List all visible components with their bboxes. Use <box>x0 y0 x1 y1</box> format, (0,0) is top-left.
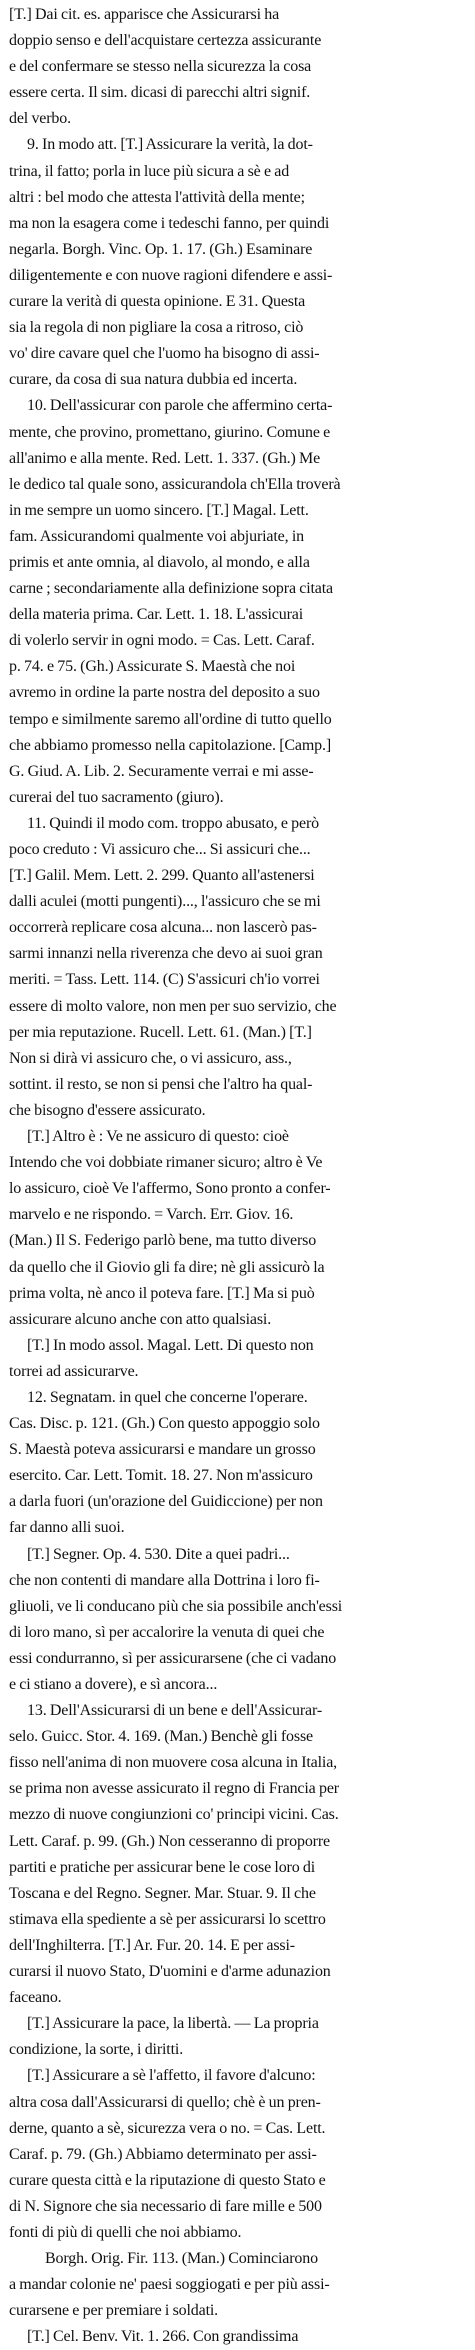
text-line: esercito. Car. Lett. Tomit. 18. 27. Non m'assicuro <box>9 1467 313 1485</box>
text-line: 9. In modo att. [T.] Assicurare la verità, la dot- <box>27 136 313 154</box>
text-line: 12. Segnatam. in quel che concerne l'operare. <box>27 1388 308 1406</box>
text-line: essere certa. Il sim. dicasi di parecchi altri signif. <box>9 84 311 102</box>
text-line: [T.] Assicurare la pace, la libertà. — La propria <box>27 2015 319 2033</box>
text-line: a darla fuori (un'orazione del Guidiccione) per non <box>9 1493 323 1511</box>
text-line: torrei ad assicurarve. <box>9 1362 139 1380</box>
text-line: [T.] Dai cit. es. apparisce che Assicurarsi ha <box>9 6 280 23</box>
text-line: che abbiamo promesso nella capitolazione. [Camp.] <box>9 736 332 754</box>
text-line: e del confermare se stesso nella sicurezza la cosa <box>9 58 312 76</box>
text-line: [T.] Segner. Op. 4. 530. Dite a quei padri... <box>27 1545 290 1563</box>
text-line: tempo e similmente saremo all'ordine di tutto quello <box>9 710 332 728</box>
text-line: che non contenti di mandare alla Dottrina i loro fi- <box>9 1571 320 1589</box>
text-line: della materia prima. Car. Lett. 1. 18. L'assicurai <box>9 606 304 624</box>
text-line: in me sempre un uomo sincero. [T.] Magal. Lett. <box>9 501 309 519</box>
text-line: sottint. il resto, se non si pensi che l'altro ha qual- <box>9 1075 313 1093</box>
text-line: a mandar colonie ne' paesi soggiogati e per più assi- <box>9 2276 330 2294</box>
text-line: altri : bel modo che attesta l'attività della mente; <box>9 188 305 206</box>
text-line: occorrerà replicare cosa alcuna... non lascerò pas- <box>9 919 317 937</box>
text-line: da quello che il Giovio gli fa dire; nè gli assicurò la <box>9 1258 325 1276</box>
text-line: fonti di più di quelli che noi abbiamo. <box>9 2223 242 2241</box>
text-line: essere di molto valore, non men per suo servizio, che <box>9 997 337 1015</box>
text-line: G. Giud. A. Lib. 2. Securamente verrai e mi asse- <box>9 762 314 780</box>
text-line: [T.] Altro è : Ve ne assicuro di questo: cioè <box>27 1128 289 1146</box>
text-line: avremo in ordine la parte nostra del deposito a suo <box>9 684 320 702</box>
text-line: faceano. <box>9 1989 62 2007</box>
text-line: le dedico tal quale sono, assicurandola ch'Ella troverà <box>9 475 341 493</box>
text-line: gliuoli, ve li conducano più che sia possibile anch'essi <box>9 1597 343 1615</box>
text-line: condizione, la sorte, i diritti. <box>9 2041 184 2059</box>
text-line: partiti e pratiche per assicurar bene le cose loro di <box>9 1858 316 1876</box>
text-line: per mia reputazione. Rucell. Lett. 61. (Man.) [T.] <box>9 1023 312 1041</box>
text-line: assicurare alcuno anche con atto qualsiasi. <box>9 1310 272 1328</box>
text-line: doppio senso e dell'acquistare certezza assicurante <box>9 32 322 50</box>
text-line: [T.] In modo assol. Magal. Lett. Di questo non <box>27 1336 314 1354</box>
text-line: 10. Dell'assicurar con parole che affermino certa- <box>27 397 333 415</box>
text-line: fisso nell'anima di non muovere cosa alcuna in Italia, <box>9 1754 338 1772</box>
text-line: fam. Assicurandomi qualmente voi abjuriate, in <box>9 527 304 545</box>
text-line: di N. Signore che sia necessario di fare mille e 500 <box>9 2197 322 2215</box>
text-line: sarmi innanzi nella riverenza che devo ai suoi gran <box>9 945 323 963</box>
text-line: 13. Dell'Assicurarsi di un bene e dell'Assicurar- <box>27 1702 323 1720</box>
text-line: altra cosa dall'Assicurarsi di quello; chè è un pren- <box>9 2093 321 2111</box>
text-line: curare, da cosa di sua natura dubbia ed incerta. <box>9 371 298 389</box>
text-line: curerai del tuo sacramento (giuro). <box>9 788 224 806</box>
text-line: Cas. Disc. p. 121. (Gh.) Con questo appoggio solo <box>9 1415 320 1433</box>
text-line: Toscana e del Regno. Segner. Mar. Stuar. 9. Il che <box>9 1884 316 1902</box>
text-line: S. Maestà poteva assicurarsi e mandare un grosso <box>9 1441 316 1459</box>
text-line: del verbo. <box>9 110 71 128</box>
text-line: negarla. Borgh. Vinc. Op. 1. 17. (Gh.) Esaminare <box>9 240 313 258</box>
text-line: (Man.) Il S. Federigo parlò bene, ma tutto diverso <box>9 1232 317 1250</box>
text-line: carne ; secondariamente alla definizione sopra citata <box>9 580 333 598</box>
text-line: Borgh. Orig. Fir. 113. (Man.) Cominciarono <box>45 2250 318 2268</box>
text-line: Intendo che voi dobbiate rimaner sicuro; altro è Ve <box>9 1154 323 1172</box>
text-line: all'animo e alla mente. Red. Lett. 1. 337. (Gh.) Me <box>9 449 321 467</box>
text-line: lo assicuro, cioè Ve l'affermo, Sono pronto a confer- <box>9 1180 331 1198</box>
text-line: dell'Inghilterra. [T.] Ar. Fur. 20. 14. E per assi- <box>9 1936 295 1954</box>
text-line: Caraf. p. 79. (Gh.) Abbiamo determinato per assi- <box>9 2145 317 2163</box>
text-line: [T.] Assicurare a sè l'affetto, il favore d'alcuno: <box>27 2067 316 2085</box>
text-line: Non si dirà vi assicuro che, o vi assicuro, ass., <box>9 1049 292 1067</box>
text-line: curarsi il nuovo Stato, D'uomini e d'arme adunazion <box>9 1963 331 1981</box>
text-line: trina, il fatto; porla in luce più sicura a sè e ad <box>9 162 290 180</box>
text-line: di volerlo servir in ogni modo. = Cas. Lett. Caraf. <box>9 632 315 650</box>
text-line: vo' dire cavare quel che l'uomo ha bisogno di assi- <box>9 345 320 363</box>
text-line: far danno alli suoi. <box>9 1519 125 1537</box>
text-line: e ci stiano a dovere), e sì ancora... <box>9 1676 218 1693</box>
text-line: derne, quanto a sè, sicurezza vera o no. = Cas. Lett. <box>9 2119 326 2137</box>
text-line: selo. Guicc. Stor. 4. 169. (Man.) Benchè gli fosse <box>9 1728 314 1746</box>
text-line: prima volta, nè anco il poteva fare. [T.] Ma si può <box>9 1284 315 1302</box>
text-line: mezzo di nuove congiunzioni co' principi vicini. Cas. <box>9 1806 339 1824</box>
text-line: curarsene e per premiare i soldati. <box>9 2302 219 2320</box>
text-line: primis et ante omnia, al diavolo, al mondo, e alla <box>9 553 310 571</box>
text-line: ma non la esagera come i tedeschi fanno, per quindi <box>9 214 330 232</box>
text-line: 11. Quindi il modo com. troppo abusato, e però <box>27 814 320 832</box>
text-line: curare la verità di questa opinione. E 31. Questa <box>9 293 306 311</box>
text-line: marvelo e ne rispondo. = Varch. Err. Giov. 16. <box>9 1206 294 1224</box>
text-line: mente, che provino, promettano, giurino. Comune e <box>9 423 331 441</box>
text-line: dalli aculei (motti pungenti)..., l'assicuro che se mi <box>9 893 321 911</box>
text-line: diligentemente e con nuove ragioni difendere e assi- <box>9 266 333 284</box>
text-line: di loro mano, sì per accalorire la venuta di quei che <box>9 1623 325 1641</box>
text-line: poco creduto : Vi assicuro che... Si assicuri che... <box>9 841 311 858</box>
text-line: sia la regola di non pigliare la cosa a ritroso, ciò <box>9 319 304 337</box>
text-line: [T.] Cel. Benv. Vit. 1. 266. Con grandissima <box>27 2328 299 2346</box>
text-line: meriti. = Tass. Lett. 114. (C) S'assicuri ch'io vorrei <box>9 971 320 989</box>
text-line: [T.] Galil. Mem. Lett. 2. 299. Quanto all'astenersi <box>9 867 315 885</box>
text-line: Lett. Caraf. p. 99. (Gh.) Non cesseranno di proporre <box>9 1832 330 1850</box>
text-line: essi condurranno, sì per assicurarsene (che ci vadano <box>9 1649 337 1667</box>
text-line: che bisogno d'essere assicurato. <box>9 1101 206 1119</box>
text-line: p. 74. e 75. (Gh.) Assicurate S. Maestà che noi <box>9 658 296 676</box>
text-line: se prima non avesse assicurato il regno di Francia per <box>9 1780 339 1798</box>
text-line: curare questa città e la riputazione di questo Stato e <box>9 2171 326 2189</box>
text-line: stimava ella spediente a sè per assicurarsi lo scettro <box>9 1910 326 1928</box>
